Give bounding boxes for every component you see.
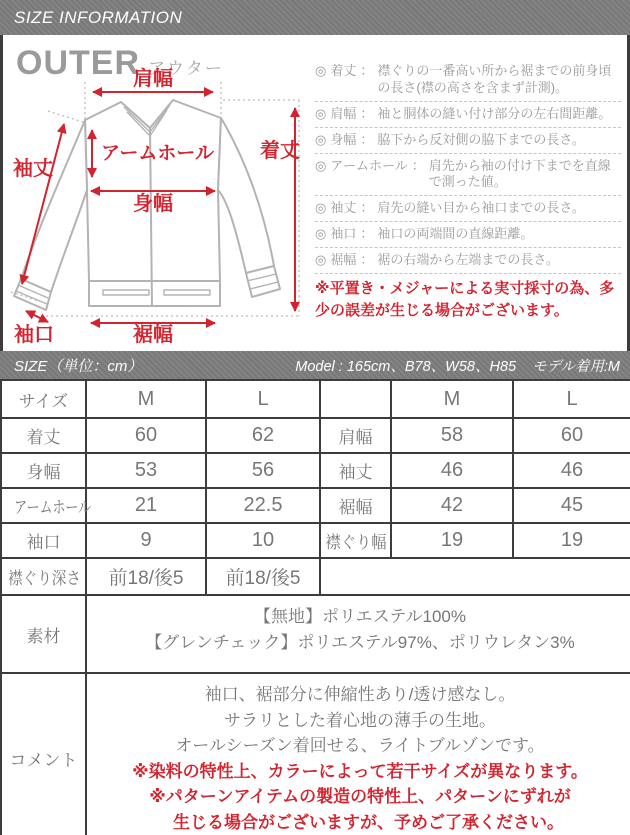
definition-desc: 袖口の両端間の直線距離。	[377, 226, 534, 242]
table-row	[1, 453, 630, 488]
comment-row	[1, 673, 630, 835]
figure-title-jp: アウター	[148, 59, 224, 78]
header-m-right: M	[391, 380, 513, 418]
hem-slit-right	[164, 290, 210, 295]
cell-value: 42	[391, 488, 513, 523]
definition-desc: 袖と胴体の縫い付け部分の左右間距離。	[377, 105, 612, 121]
page-header-bar	[0, 0, 630, 35]
row-label: 襟ぐり幅	[324, 533, 387, 552]
comment-warning-line: ※パターンアイテムの製造の特性上、パターンにずれが	[149, 787, 571, 806]
definition-term: 着丈	[330, 63, 357, 78]
cell-value: 56	[206, 453, 320, 488]
row-label: 袖丈	[320, 453, 391, 488]
comment-content	[86, 673, 630, 835]
header-size: サイズ	[1, 380, 86, 418]
cell-value: 53	[86, 453, 206, 488]
definition-item: ◎ 袖丈 ： 肩先の縫い目から袖口までの長さ。	[315, 196, 621, 222]
definition-term: 袖丈	[330, 200, 357, 216]
cell-value: 21	[86, 488, 206, 523]
definitions-list	[315, 59, 621, 274]
size-unit-bar	[0, 351, 630, 379]
row-label: 着丈	[1, 418, 86, 453]
circle-icon: ◎	[315, 63, 327, 78]
hem-width-label: 裾幅	[133, 324, 173, 346]
header-blank	[320, 380, 391, 418]
comment-warning-line: ※染料の特性上、カラーによって若干サイズが異なります。	[132, 761, 588, 781]
cell-value: 60	[513, 418, 630, 453]
cell-value: 46	[391, 453, 513, 488]
cell-value: 前18/後5	[86, 558, 206, 595]
cuff-label: 袖口	[14, 324, 54, 346]
row-label: 袖口	[1, 523, 86, 558]
size-table	[0, 379, 630, 835]
cell-value: 前18/後5	[206, 558, 320, 595]
material-line: 【グレンチェック】ポリエステル97%、ポリウレタン3%	[145, 632, 575, 652]
definition-item: ◎ アームホール ： 肩先から袖の付け下までを直線で測った値。	[315, 154, 621, 197]
definition-term: アームホール	[330, 157, 408, 173]
cell-value: 19	[513, 523, 630, 558]
armhole-label: アームホール	[101, 143, 215, 164]
definition-item: ◎ 袖口 ： 袖口の両端間の直線距離。	[315, 222, 621, 248]
header-l-right: L	[513, 380, 630, 418]
neck-depth-row	[1, 558, 630, 595]
comment-line: 袖口、裾部分に伸縮性あり/透け感なし。	[204, 685, 516, 704]
definition-term: 肩幅	[330, 105, 357, 121]
circle-icon: ◎	[315, 105, 327, 121]
material-content	[86, 595, 630, 673]
definition-desc: 脇下から反対側の脇下までの長さ。	[377, 131, 585, 147]
figure-title-en: OUTER	[16, 44, 140, 82]
header-l-left: L	[206, 380, 320, 418]
body-width-label: 身幅	[133, 193, 173, 215]
circle-icon: ◎	[315, 226, 327, 242]
empty-merged-cell	[320, 558, 630, 595]
hem-slit-left	[103, 290, 149, 295]
material-line: 【無地】ポリエステル100%	[254, 607, 466, 626]
definition-desc: 肩先から袖の付け下までを直線で測った値。	[428, 157, 611, 190]
shoulder-width-label: 肩幅	[133, 68, 173, 90]
table-row	[1, 488, 630, 523]
cell-value: 58	[391, 418, 513, 453]
cell-value: 10	[206, 523, 320, 558]
table-row	[1, 418, 630, 453]
material-label: 素材	[1, 595, 86, 673]
row-label: 裾幅	[320, 488, 391, 523]
comment-line: オールシーズン着回せる、ライトブルゾンです。	[175, 736, 545, 755]
header-m-left: M	[86, 380, 206, 418]
page-title: SIZE INFORMATION	[14, 7, 183, 27]
cuff-arrow	[26, 311, 48, 322]
definition-term: 身幅	[330, 131, 357, 147]
row-label: 身幅	[1, 453, 86, 488]
definition-desc: 肩先の縫い目から袖口までの長さ。	[377, 200, 585, 216]
definition-desc: 襟ぐりの一番高い所から裾までの前身頃の長さ(襟の高さを含まず計測)。	[377, 63, 612, 95]
jacket-left-sleeve	[21, 120, 87, 292]
circle-icon: ◎	[315, 200, 327, 216]
comment-warning-line: 生じる場合がございますが、予めご了承ください。	[156, 812, 564, 832]
model-wearing-size: モデル着用:M	[532, 358, 620, 375]
definition-term: 裾幅	[330, 252, 357, 268]
cell-value: 60	[86, 418, 206, 453]
definition-desc: 裾の右端から左端までの長さ。	[377, 252, 559, 268]
definition-item: ◎ 身幅 ： 脇下から反対側の脇下までの長さ。	[315, 128, 621, 154]
row-label: アームホール	[14, 498, 92, 517]
sleeve-length-label: 袖丈	[13, 158, 53, 180]
comment-line: サラリとした着心地の薄手の生地。	[224, 710, 496, 730]
measurement-disclaimer: ※平置き・メジャーによる実寸採寸の為、多少の誤差が生じる場合がございます。	[315, 280, 615, 319]
circle-icon: ◎	[315, 252, 327, 268]
row-label: 襟ぐり深さ	[7, 569, 82, 588]
circle-icon: ◎	[315, 157, 327, 173]
cell-value: 46	[513, 453, 630, 488]
cell-value: 19	[391, 523, 513, 558]
table-header-row	[1, 380, 630, 418]
guide-sleeve-top	[48, 111, 83, 122]
table-row	[1, 523, 630, 558]
row-label: 肩幅	[320, 418, 391, 453]
definition-item: ◎ 着丈 ： 襟ぐりの一番高い所から裾までの前身頃の長さ(襟の高さを含まず計測)。	[315, 59, 621, 102]
definition-item: ◎ 肩幅 ： 袖と胴体の縫い付け部分の左右間距離。	[315, 102, 621, 128]
diagram-section	[0, 35, 630, 351]
cell-value: 62	[206, 418, 320, 453]
definition-term: 袖口	[330, 226, 357, 242]
cell-value: 9	[86, 523, 206, 558]
material-row	[1, 595, 630, 673]
cell-value: 45	[513, 488, 630, 523]
definition-item: ◎ 裾幅 ： 裾の右端から左端までの長さ。	[315, 248, 621, 274]
size-unit-label: SIZE（単位：cm）	[14, 357, 143, 375]
comment-label: コメント	[1, 673, 86, 835]
jacket-measurement-diagram	[3, 35, 318, 351]
circle-icon: ◎	[315, 131, 327, 147]
model-info: Model : 165cm、B78、W58、H85	[295, 358, 517, 375]
cell-value: 22.5	[206, 488, 320, 523]
length-label: 着丈	[260, 140, 300, 162]
